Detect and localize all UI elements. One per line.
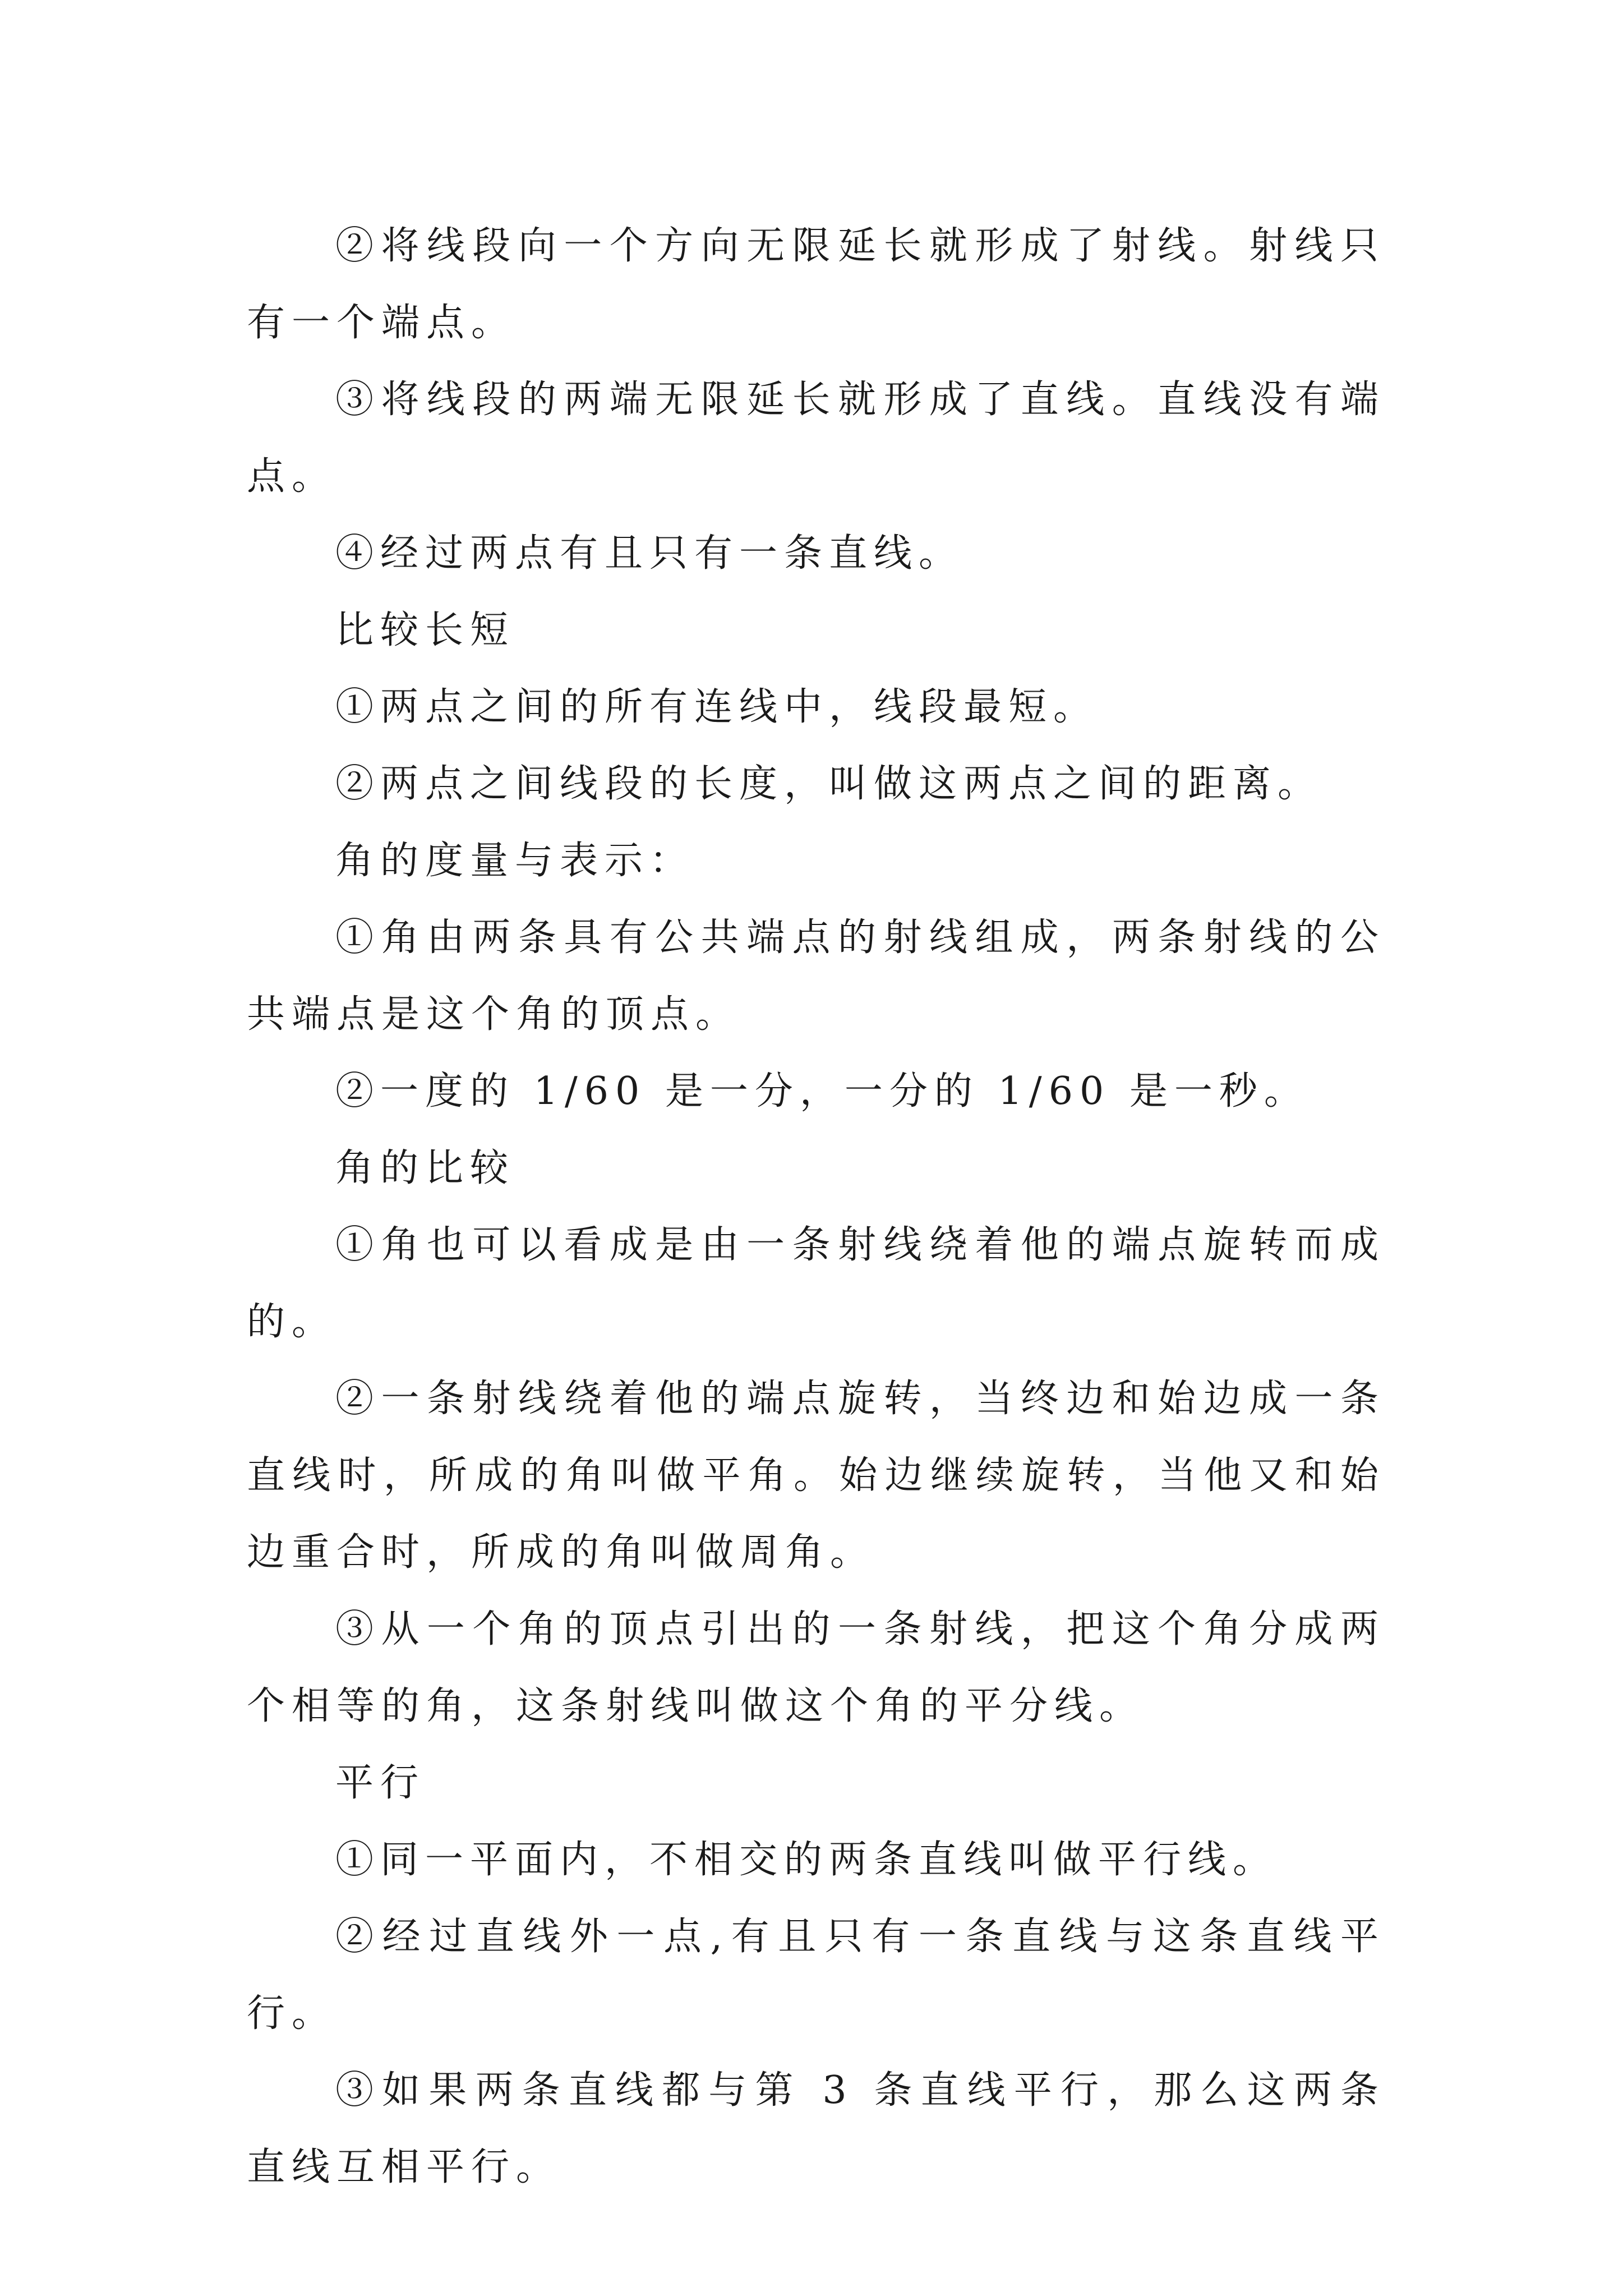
paragraph-straight-and-full-angle: ②一条射线绕着他的端点旋转，当终边和始边成一条直线时，所成的角叫做平角。始边继续旋转，当他又和始边重合时，所成的角叫做周角。 bbox=[247, 1377, 1385, 1575]
paragraph-parallel-transitivity: ③如果两条直线都与第 3 条直线平行，那么这两条直线互相平行。 bbox=[247, 2068, 1385, 2189]
paragraph-angle-rotation: ①角也可以看成是由一条射线绕着他的端点旋转而成的。 bbox=[247, 1223, 1385, 1344]
document-body bbox=[247, 208, 1385, 2206]
paragraph-parallel-postulate: ②经过直线外一点,有且只有一条直线与这条直线平行。 bbox=[247, 1915, 1385, 2036]
paragraph-distance-definition: ②两点之间线段的长度，叫做这两点之间的距离。 bbox=[335, 762, 1323, 806]
heading-compare-length: 比较长短 bbox=[335, 608, 515, 652]
paragraph-shortest-segment: ①两点之间的所有连线中，线段最短。 bbox=[335, 685, 1099, 729]
paragraph-ray-definition: ②将线段向一个方向无限延长就形成了射线。射线只有一个端点。 bbox=[247, 224, 1385, 345]
heading-angle-comparison: 角的比较 bbox=[335, 1146, 515, 1190]
paragraph-line-through-two-points: ④经过两点有且只有一条直线。 bbox=[335, 531, 964, 576]
heading-parallel: 平行 bbox=[335, 1761, 426, 1805]
paragraph-line-definition: ③将线段的两端无限延长就形成了直线。直线没有端点。 bbox=[247, 378, 1385, 499]
paragraph-angle-bisector: ③从一个角的顶点引出的一条射线，把这个角分成两个相等的角，这条射线叫做这个角的平分线。 bbox=[247, 1607, 1385, 1728]
paragraph-degree-minute-second: ②一度的 1/60 是一分，一分的 1/60 是一秒。 bbox=[335, 1069, 1309, 1114]
heading-angle-measure: 角的度量与表示： bbox=[335, 839, 695, 883]
paragraph-angle-definition: ①角由两条具有公共端点的射线组成，两条射线的公共端点是这个角的顶点。 bbox=[247, 915, 1385, 1037]
paragraph-parallel-definition: ①同一平面内，不相交的两条直线叫做平行线。 bbox=[335, 1838, 1278, 1882]
